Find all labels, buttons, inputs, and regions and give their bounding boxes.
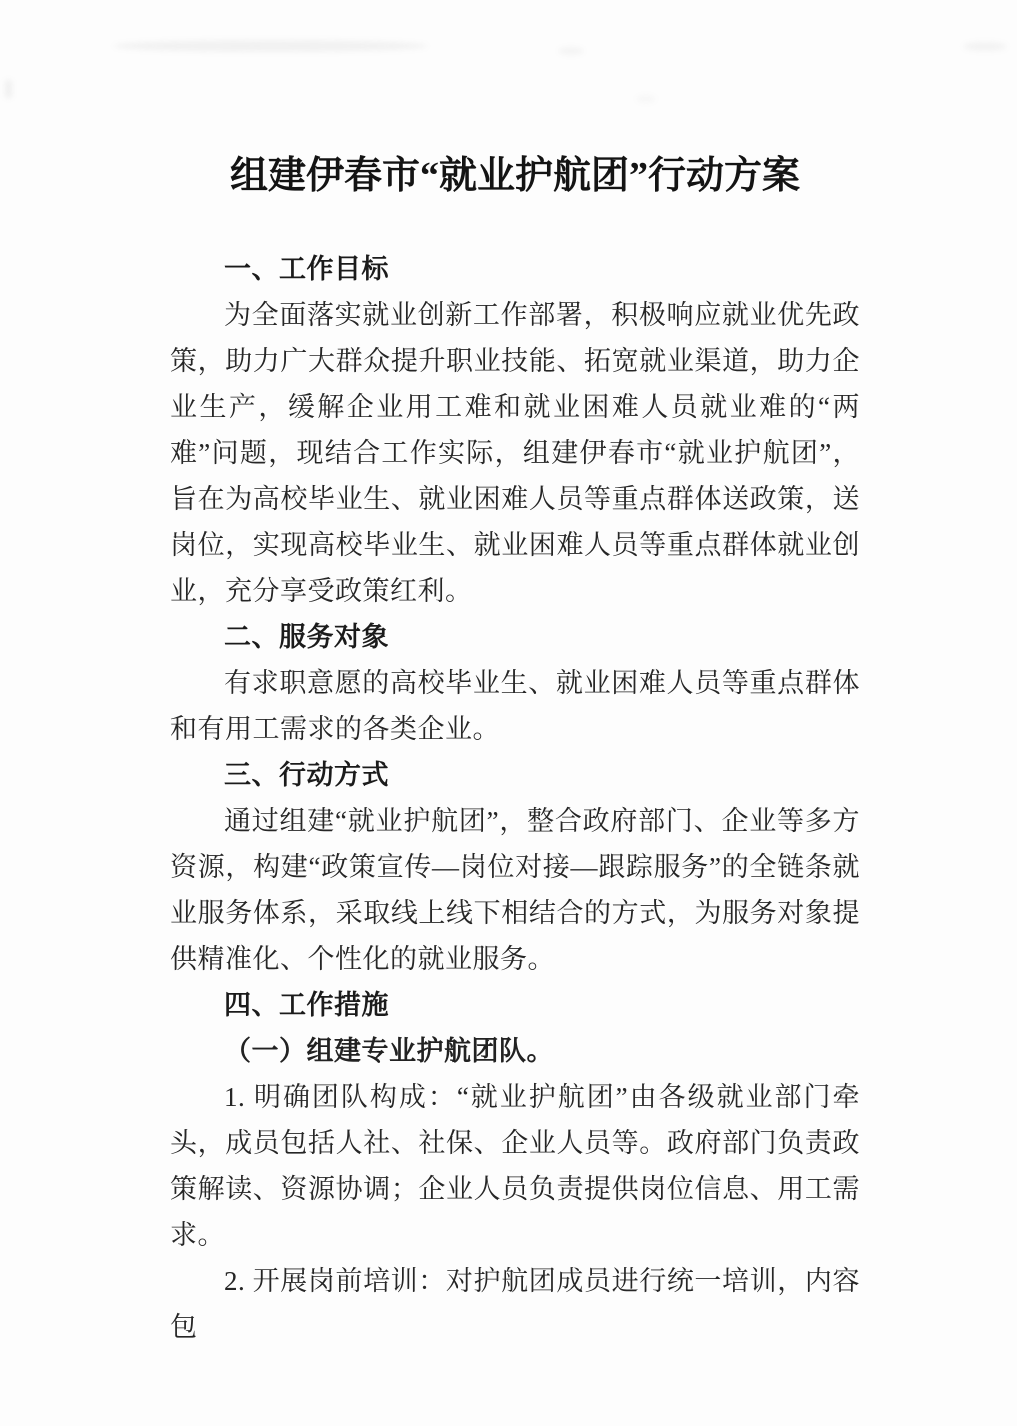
paragraph: 通过组建“就业护航团”，整合政府部门、企业等多方资源，构建“政策宣传—岗位对接—跟踪服务”的全链条就业服务体系，采取线上线下相结合的方式，为服务对象提供精准化、个性化的就业服务。 [170, 806, 860, 974]
sub-section-heading: （一）组建专业护航团队。 [224, 1036, 554, 1066]
section-heading: 一、工作目标 [224, 254, 389, 284]
paragraph: 2. 开展岗前培训：对护航团成员进行统一培训，内容包 [170, 1266, 860, 1342]
document-title: 组建伊春市“就业护航团”行动方案 [229, 155, 800, 197]
document-body [170, 246, 860, 1350]
section-heading: 四、工作措施 [224, 990, 389, 1020]
section-heading: 三、行动方式 [224, 760, 389, 790]
paragraph: 有求职意愿的高校毕业生、就业困难人员等重点群体和有用工需求的各类企业。 [170, 668, 860, 744]
paragraph: 1. 明确团队构成：“就业护航团”由各级就业部门牵头，成员包括人社、社保、企业人员等。政府部门负责政策解读、资源协调；企业人员负责提供岗位信息、用工需求。 [170, 1082, 860, 1250]
scan-smudge [963, 42, 1007, 51]
scan-smudge [5, 80, 12, 98]
scan-smudge [636, 95, 656, 103]
section-heading: 二、服务对象 [224, 622, 389, 652]
paragraph: 为全面落实就业创新工作部署，积极响应就业优先政策，助力广大群众提升职业技能、拓宽就业渠道，助力企业生产，缓解企业用工难和就业困难人员就业难的“两难”问题，现结合工作实际，组建伊春市“就业护航团”，旨在为高校毕业生、就业困难人员等重点群体送政策，送岗位，实现高校毕业生、就业困难人员等重点群体就业创业，充分享受政策红利。 [170, 300, 860, 606]
scan-smudge [113, 40, 428, 52]
document-content [170, 152, 860, 1350]
scan-smudge [558, 47, 584, 55]
